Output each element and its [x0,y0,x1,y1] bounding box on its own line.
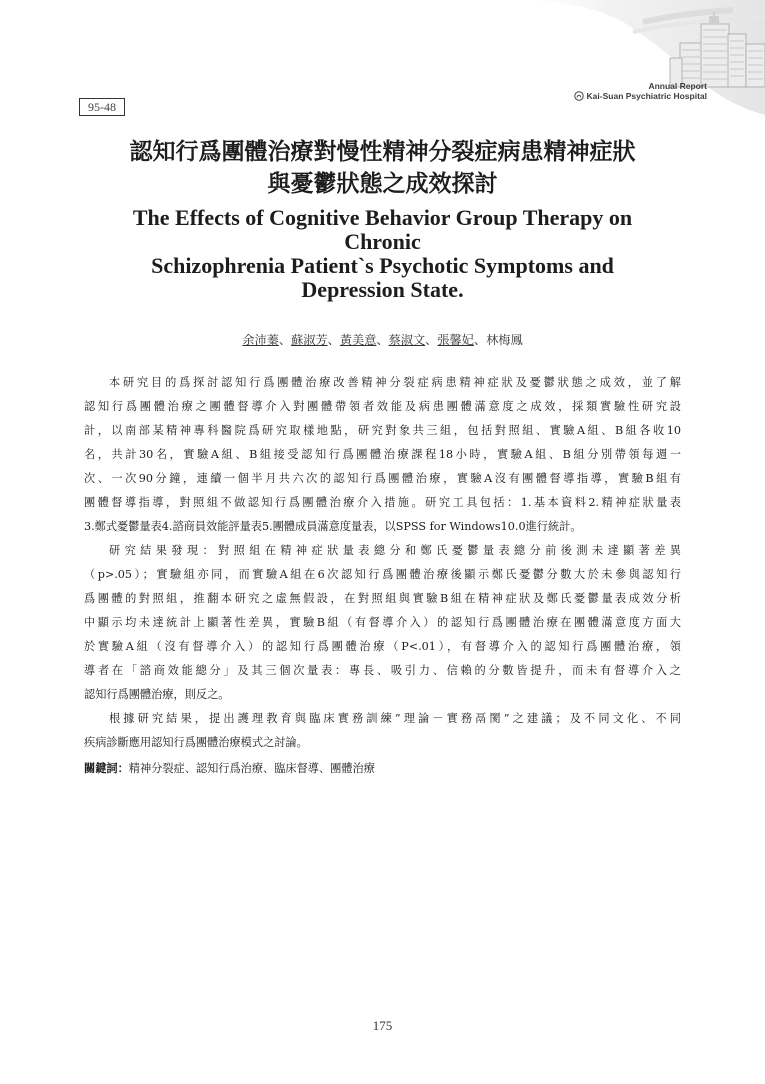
abstract-line: 名，共計30名，實驗A組、B組接受認知行爲團體治療課程18小時，實驗A組、B組分別帶領每週一 [84,448,681,461]
english-title-line-1: The Effects of Cognitive Behavior Group Therapy on [132,205,633,230]
page-number: 175 [372,1018,393,1033]
annual-report-header [574,82,707,104]
author-list [0,331,765,348]
abstract-paragraph [84,371,681,539]
abstract-line: 認知行爲團體治療，則反之。 [84,688,230,701]
keywords-line [84,758,375,779]
chinese-title-line-2: 與憂鬱狀態之成效探討 [267,170,498,197]
abstract-line: 爲團體的對照組，推翻本研究之虛無假設，在對照組與實驗B組在精神症狀及鄭氏憂鬱量表成效分析 [84,592,681,605]
abstract-line: 研究結果發現：對照組在精神症狀量表總分和鄭氏憂鬱量表總分前後測未達顯著差異 [109,544,681,557]
chinese-title-line-1: 認知行爲團體治療對慢性精神分裂症病患精神症狀 [129,138,636,165]
abstract-line: 認知行爲團體治療之團體督導介入對團體帶領者效能及病患團體滿意度之成效，採類實驗性研究設 [84,400,681,413]
abstract-line: 中顯示均未達統計上顯著性差異，實驗B組（有督導介入）的認知行爲團體治療在團體滿意度方面大 [84,616,681,629]
english-title-line-2: Chronic [344,229,421,254]
author-name: 林梅鳳 [486,333,523,347]
abstract-paragraph [84,539,681,707]
author-separator: 、 [425,333,438,347]
author-name: 張馨妃 [437,333,474,347]
abstract-line: 於實驗A組（沒有督導介入）的認知行爲團體治療（P<.01），有督導介入的認知行爲團體治療，領 [84,640,681,653]
author-separator: 、 [376,333,389,347]
english-title-line-4: Depression State. [301,277,464,302]
abstract-line: 疾病診斷應用認知行爲團體治療模式之討論。 [84,736,308,749]
author-name: 蔡淑文 [388,333,426,347]
annual-report-label: Annual Report [648,81,707,91]
abstract-line: 導者在「諮商效能總分」及其三個次量表：專長、吸引力、信賴的分數皆提升，而未有督導介入之 [84,664,681,677]
abstract-line: 根據研究結果，提出護理教育與臨床實務訓練”理論－實務鬲閡”之建議；及不同文化、不同 [109,712,681,725]
chinese-title [80,136,685,200]
abstract-body [84,371,681,755]
report-id-badge: 95-48 [79,98,125,116]
abstract-line: 團體督導指導，對照組不做認知行爲團體治療介入措施。研究工具包括：1.基本資料2.精神症狀量表 [84,496,681,509]
english-title-line-3: Schizophrenia Patient`s Psychotic Symptoms and [151,253,614,278]
abstract-line: 計，以南部某精神專科醫院爲研究取樣地點，研究對象共三組，包括對照組、實驗A組、B組各收10 [84,424,681,437]
keywords-text: 精神分裂症、認知行爲治療、臨床督導、團體治療 [128,762,375,775]
author-name: 余沛蓁 [242,333,279,347]
author-separator: 、 [473,333,487,347]
keywords-label: 關鍵詞： [84,761,129,775]
hospital-logo-icon [574,91,584,101]
english-title [95,206,670,302]
abstract-line: 次、一次90分鐘，連續一個半月共六次的認知行爲團體治療，實驗A沒有團體督導指導，實驗B組有 [84,472,681,485]
hospital-name-line [574,91,707,101]
abstract-line: 本研究目的爲探討認知行爲團體治療改善精神分裂症病患精神症狀及憂鬱狀態之成效，並了解 [109,376,681,389]
author-name: 黃美意 [339,333,377,347]
abstract-line: 3.鄭式憂鬱量表4.諮商員效能評量表5.團體成員滿意度量表，以SPSS for Windows10.0進行統計。 [84,520,582,533]
abstract-line: （p>.05）；實驗組亦同，而實驗A組在6次認知行爲團體治療後顯示鄭氏憂鬱分數大於未參與認知行 [84,568,681,581]
hospital-name: Kai-Suan Psychiatric Hospital [586,90,707,101]
abstract-paragraph [84,707,681,755]
author-separator: 、 [327,333,340,347]
author-name: 蘇淑芳 [291,333,328,347]
author-separator: 、 [278,333,292,347]
